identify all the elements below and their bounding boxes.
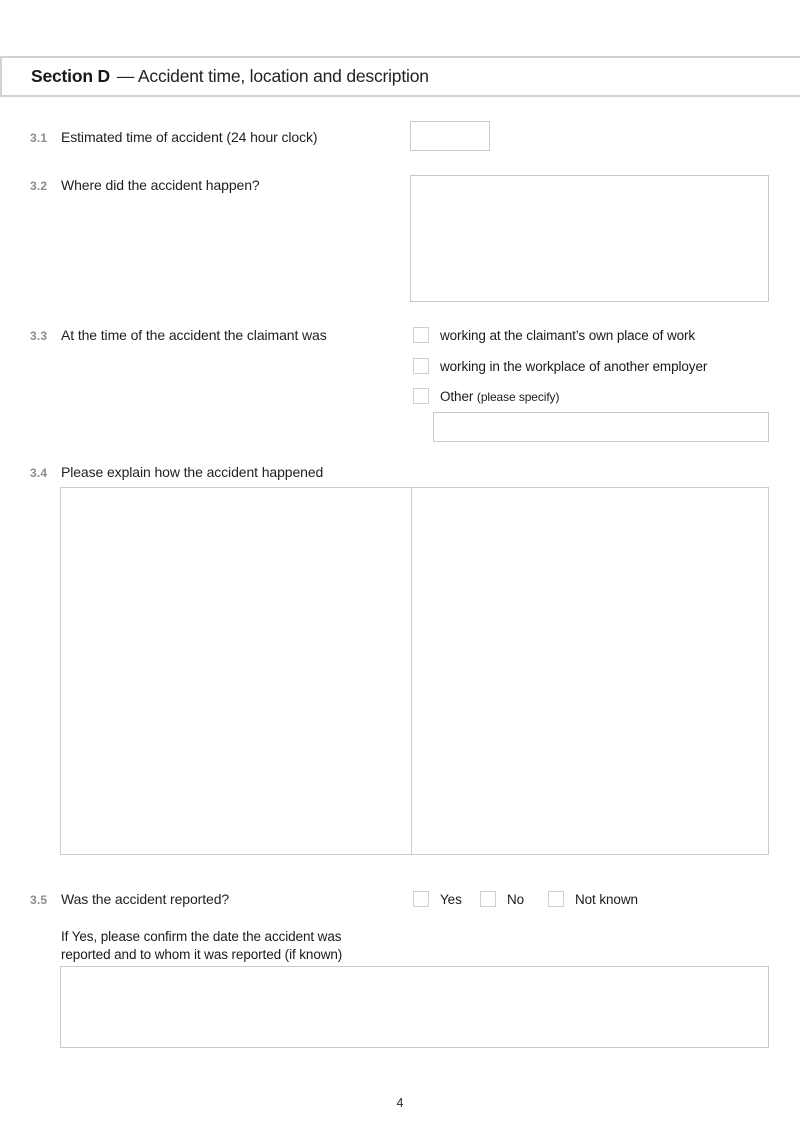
checkbox-other[interactable] [413,388,429,404]
option-label-other-hint: (please specify) [476,390,560,404]
section-label: Section D [31,66,110,86]
question-label-3-2: Where did the accident happen? [61,177,260,193]
checkbox-reported-yes[interactable] [413,891,429,907]
question-label-3-3: At the time of the accident the claimant was [61,327,327,343]
question-label-3-1: Estimated time of accident (24 hour clock) [61,129,318,145]
option-label-other: Other (please specify) [440,389,560,404]
accident-description-left-cell [61,488,412,854]
other-specify-input[interactable] [433,412,769,442]
reported-details-textarea[interactable] [60,966,769,1048]
checkbox-own-place-of-work[interactable] [413,327,429,343]
question-number-3-2: 3.2 [30,179,48,193]
reported-followup-line2: reported and to whom it was reported (if known) [61,947,343,962]
page-number: 4 [396,1096,404,1110]
option-label-reported-no: No [507,892,525,907]
question-number-3-3: 3.3 [30,329,48,343]
checkbox-workplace-of-another-employer[interactable] [413,358,429,374]
option-label-workplace-of-another-employer: working in the workplace of another employer [440,359,708,374]
checkbox-reported-not-known[interactable] [548,891,564,907]
question-number-3-1: 3.1 [30,131,48,145]
question-label-3-5: Was the accident reported? [61,891,230,907]
accident-description-textarea-left[interactable] [61,488,411,854]
accident-description-box [60,487,769,855]
section-header [0,56,800,97]
option-label-reported-not-known: Not known [575,892,638,907]
time-of-accident-input[interactable] [410,121,490,151]
reported-followup-line1: If Yes, please confirm the date the accident was [61,929,342,944]
question-number-3-4: 3.4 [30,466,48,480]
option-label-reported-yes: Yes [440,892,462,907]
question-number-3-5: 3.5 [30,893,48,907]
reported-followup-label [61,928,342,964]
option-label-own-place-of-work: working at the claimant’s own place of work [440,328,696,343]
accident-location-textarea[interactable] [410,175,769,302]
accident-description-textarea-right[interactable] [412,488,768,854]
checkbox-reported-no[interactable] [480,891,496,907]
section-title: — Accident time, location and description [116,66,429,86]
question-label-3-4: Please explain how the accident happened [61,464,324,480]
accident-description-right-cell [412,488,768,854]
